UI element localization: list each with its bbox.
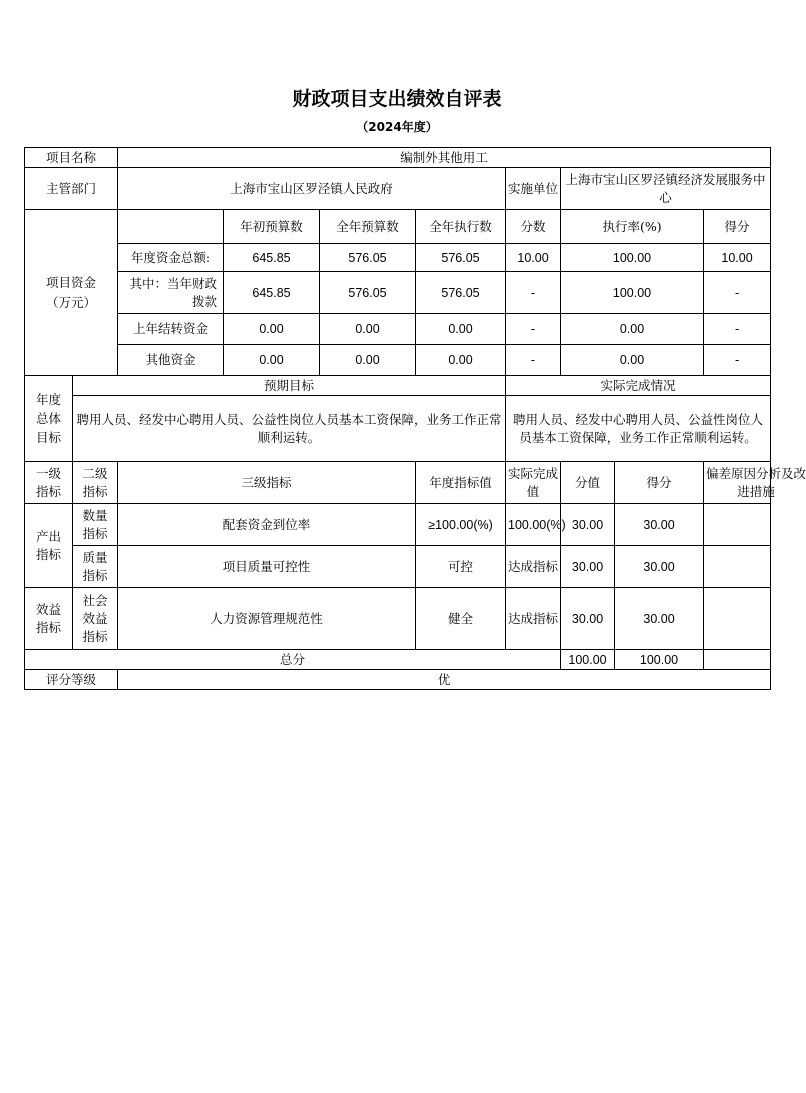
page-subtitle: （2024年度） — [356, 120, 438, 134]
level3-header: 三级指标 — [118, 462, 416, 504]
level2-text: 数量指标 — [82, 507, 108, 541]
fund-annual-budget: 0.00 — [320, 345, 416, 376]
fund-row — [25, 244, 771, 272]
actual-goal-text: 聘用人员、经发中心聘用人员、公益性岗位人员基本工资保障，业务工作正常顺利运转。 — [506, 396, 771, 462]
project-name-label: 项目名称 — [25, 148, 118, 168]
goals-content-row — [25, 396, 771, 462]
level3-cell: 配套资金到位率 — [118, 504, 416, 546]
funds-label-text: 项目资金（万元） — [45, 274, 96, 310]
level1-cell — [25, 504, 73, 588]
impl-label: 实施单位 — [506, 168, 561, 210]
level2-header — [73, 462, 118, 504]
weight-cell: 30.00 — [561, 546, 615, 588]
fund-row-label: 上年结转资金 — [118, 314, 224, 345]
level2-text: 质量指标 — [82, 549, 108, 583]
level3-cell: 项目质量可控性 — [118, 546, 416, 588]
score-cell: 30.00 — [615, 546, 704, 588]
fund-initial-budget: 645.85 — [224, 244, 320, 272]
fund-exec-rate: 100.00 — [561, 244, 704, 272]
level2-text: 社会效益指标 — [82, 592, 108, 644]
funds-header-5: 得分 — [704, 210, 771, 244]
expected-goal-text: 聘用人员、经发中心聘用人员、公益性岗位人员基本工资保障，业务工作正常顺利运转。 — [73, 396, 506, 462]
fund-row — [25, 345, 771, 376]
fund-executed: 576.05 — [416, 244, 506, 272]
target-cell: ≥100.00(%) — [416, 504, 506, 546]
fund-exec-rate: 0.00 — [561, 314, 704, 345]
rating-row — [25, 670, 771, 690]
impl-value: 上海市宝山区罗泾镇经济发展服务中心 — [561, 168, 771, 210]
level1-text: 效益指标 — [35, 601, 61, 635]
total-row — [25, 650, 771, 670]
level2-header-text: 二级指标 — [82, 465, 108, 499]
analysis-cell — [704, 546, 771, 588]
goals-label — [25, 376, 73, 462]
funds-header-blank — [118, 210, 224, 244]
score-cell: 30.00 — [615, 504, 704, 546]
weight-cell: 30.00 — [561, 504, 615, 546]
fund-points: - — [506, 345, 561, 376]
fund-points: 10.00 — [506, 244, 561, 272]
actual-header: 实际完成值 — [506, 462, 561, 504]
total-score: 100.00 — [615, 650, 704, 670]
fund-row-label: 年度资金总额: — [118, 244, 224, 272]
fund-score: 10.00 — [704, 244, 771, 272]
indicator-row — [25, 546, 771, 588]
target-cell: 可控 — [416, 546, 506, 588]
funds-header-0: 年初预算数 — [224, 210, 320, 244]
analysis-cell — [704, 588, 771, 650]
target-header: 年度指标值 — [416, 462, 506, 504]
target-cell: 健全 — [416, 588, 506, 650]
fund-annual-budget: 576.05 — [320, 244, 416, 272]
fund-score: - — [704, 314, 771, 345]
fund-score: - — [704, 345, 771, 376]
level1-cell — [25, 588, 73, 650]
rating-label: 评分等级 — [25, 670, 118, 690]
indicator-row — [25, 588, 771, 650]
total-weight: 100.00 — [561, 650, 615, 670]
weight-header: 分值 — [561, 462, 615, 504]
indicator-header-row — [25, 462, 771, 504]
project-name-row — [25, 148, 771, 168]
total-label: 总分 — [25, 650, 561, 670]
level2-cell — [73, 588, 118, 650]
fund-row-label: 其中：当年财政拨款 — [118, 272, 224, 314]
evaluation-table — [24, 147, 806, 690]
fund-row — [25, 272, 771, 314]
funds-label — [25, 210, 118, 376]
goals-label-text: 年度总体目标 — [35, 392, 61, 445]
funds-header-1: 全年预算数 — [320, 210, 416, 244]
funds-header-2: 全年执行数 — [416, 210, 506, 244]
actual-cell: 达成指标 — [506, 546, 561, 588]
project-name-value: 编制外其他用工 — [118, 148, 771, 168]
analysis-header — [704, 462, 806, 504]
fund-exec-rate: 0.00 — [561, 345, 704, 376]
fund-exec-rate: 100.00 — [561, 272, 704, 314]
fund-executed: 576.05 — [416, 272, 506, 314]
funds-header-row — [25, 210, 771, 244]
expected-goal-label: 预期目标 — [73, 376, 506, 396]
fund-executed: 0.00 — [416, 314, 506, 345]
actual-cell: 100.00(%) — [506, 504, 561, 546]
level2-cell — [73, 504, 118, 546]
fund-row — [25, 314, 771, 345]
actual-goal-label: 实际完成情况 — [506, 376, 771, 396]
fund-initial-budget: 0.00 — [224, 345, 320, 376]
level3-cell: 人力资源管理规范性 — [118, 588, 416, 650]
fund-annual-budget: 576.05 — [320, 272, 416, 314]
score-cell: 30.00 — [615, 588, 704, 650]
fund-points: - — [506, 314, 561, 345]
analysis-cell — [704, 504, 771, 546]
level1-header — [25, 462, 73, 504]
fund-points: - — [506, 272, 561, 314]
department-row — [25, 168, 771, 210]
fund-row-label: 其他资金 — [118, 345, 224, 376]
level1-header-text: 一级指标 — [35, 465, 61, 499]
funds-header-4: 执行率(%) — [561, 210, 704, 244]
weight-cell: 30.00 — [561, 588, 615, 650]
level2-cell — [73, 546, 118, 588]
score-header: 得分 — [615, 462, 704, 504]
fund-initial-budget: 0.00 — [224, 314, 320, 345]
actual-cell: 达成指标 — [506, 588, 561, 650]
analysis-header-text: 偏差原因分析及改进措施 — [706, 465, 806, 499]
goals-header-row — [25, 376, 771, 396]
level1-text: 产出指标 — [35, 528, 61, 562]
fund-initial-budget: 645.85 — [224, 272, 320, 314]
dept-value: 上海市宝山区罗泾镇人民政府 — [118, 168, 506, 210]
fund-score: - — [704, 272, 771, 314]
rating-value: 优 — [118, 670, 771, 690]
funds-header-3: 分数 — [506, 210, 561, 244]
fund-annual-budget: 0.00 — [320, 314, 416, 345]
total-analysis-blank — [704, 650, 771, 670]
dept-label: 主管部门 — [25, 168, 118, 210]
page-title: 财政项目支出绩效自评表 — [292, 88, 502, 110]
indicator-row — [25, 504, 771, 546]
fund-executed: 0.00 — [416, 345, 506, 376]
